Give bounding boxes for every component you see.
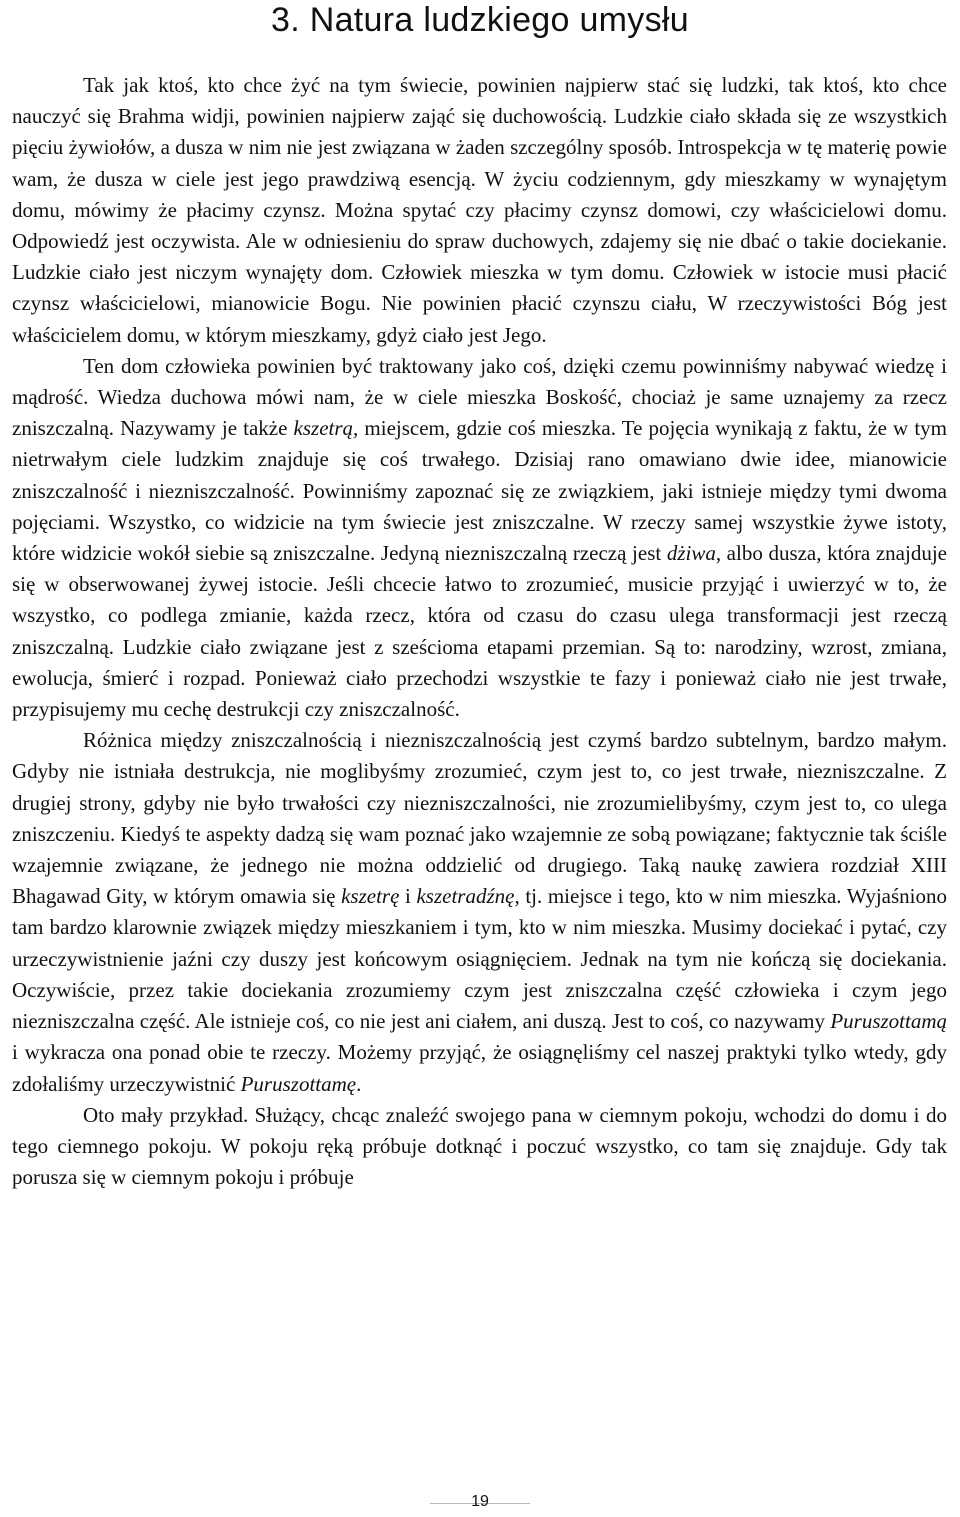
italic-term: dżiwa [666,541,716,566]
italic-term: kszetrę [341,884,400,909]
paragraph [12,70,947,351]
italic-term: Puruszottamą [830,1009,947,1034]
paragraph [12,1100,947,1194]
text-run: , albo dusza, która znajduje się w obserwowanej żywej istocie. Jeśli chcecie łatwo to zrozumieć, musicie przyjąć i uwierzyć w to, że wszystko, co podlega zmianie, każda rzecz, która od czasu do czasu ulega transformacji jest rzeczą zniszczalną. Ludzkie ciało związane jest z sześcioma etapami przemian. Są to: narodziny, wzrost, zmiana, ewolucja, śmierć i rozpad. Ponieważ ciało przechodzi wszystkie te fazy i ponieważ ciało nie jest trwałe, przypisujemy mu cechę destrukcji czy zniszczalność. [12,541,947,722]
chapter-title: 3. Natura ludzkiego umysłu [271,1,689,39]
italic-term: Puruszottamę [240,1071,357,1096]
italic-term: kszetradźnę [416,884,515,909]
body-text [12,70,947,1193]
text-run: , tj. miejsce i tego, kto w nim mieszka. Wyjaśniono tam bardzo klarownie związek między mieszkaniem i tym, kto w nim mieszka. Musimy dociekać i pytać, czy urzeczywistnienie jaźni czy duszy jest końcowym osiągnięciem. Jednak na tym nie kończą się dociekania. Oczywiście, przez takie dociekania zrozumiemy czym jest zniszczalna część człowieka i czym jego niezniszczalna część. Ale istnieje coś, co nie jest ani ciałem, ani duszą. Jest to coś, co nazywamy [12,884,947,1034]
text-run: Oto mały przykład. Służący, chcąc znaleźć swojego pana w ciemnym pokoju, wchodzi do domu i do tego ciemnego pokoju. W pokoju ręką próbuje dotknąć i poczuć wszystko, co tam się znajduje. Gdy tak porusza się w ciemnym pokoju i próbuje [12,1102,947,1190]
paragraph [12,725,947,1099]
page-number: 19 [471,1493,489,1510]
text-run: i [399,884,417,909]
italic-term: kszetrą [293,416,354,441]
text-run: , miejscem, gdzie coś mieszka. Te pojęcia wynikają z faktu, że w tym nietrwałym ciele ludzkim znajduje się coś trwałego. Dzisiaj rano omawiano dwie idee, mianowicie zniszczalność i niezniszczalność. Powinniśmy zapoznać się ze związkiem, jaki istnieje między tymi dwoma pojęciami. Wszystko, co widzicie na tym świecie jest zniszczalne. W rzeczy samej wszystkie żywe istoty, które widzicie wokół siebie są zniszczalne. Jedyną niezniszczalną rzeczą jest [12,416,947,566]
text-run: i wykracza ona ponad obie te rzeczy. Możemy przyjąć, że osiągnęliśmy cel naszej praktyki tylko wtedy, gdy zdołaliśmy urzeczywistnić [12,1040,947,1096]
paragraph [12,351,947,725]
text-run: Różnica między zniszczalnością i niezniszczalnością jest czymś bardzo subtelnym, bardzo małym. Gdyby nie istniała destrukcja, nie moglibyśmy zrozumieć, czym jest to, co jest trwałe, niezniszczalne. Z drugiej strony, gdyby nie było trwałości czy niezniszczalności, nie zrozumielibyśmy, czym jest to, co ulega zniszczeniu. Kiedyś te aspekty dadzą się wam poznać jako wzajemnie ze sobą powiązane; faktycznie tak ściśle wzajemnie związane, że jednego nie można oddzielić od drugiego. Taką naukę zawiera rozdział XIII Bhagawad Gity, w którym omawia się [12,728,947,909]
text-run: Ten dom człowieka powinien być traktowany jako coś, dzięki czemu powinniśmy nabywać wiedzę i mądrość. Wiedza duchowa mówi nam, że w ciele mieszka Boskość, chociaż je same uznajemy za rzecz zniszczalną. Nazywamy je także [12,353,947,441]
text-run: Tak jak ktoś, kto chce żyć na tym świecie, powinien najpierw stać się ludzki, tak ktoś, kto chce nauczyć się Brahma widji, powinien najpierw zająć się duchowością. Ludzkie ciało składa się ze wszystkich pięciu żywiołów, a dusza w nim nie jest związana w żaden szczególny sposób. Introspekcja w tę materię powie wam, że dusza w ciele jest jego prawdziwą esencją. W życiu codziennym, gdy mieszkamy w wynajętym domu, mówimy że płacimy czynsz. Można spytać czy płacimy czynsz domowi, czy właścicielowi domu. Odpowiedź jest oczywista. Ale w odniesieniu do spraw duchowych, zdajemy się nie dbać o takie dociekanie. Ludzkie ciało jest niczym wynajęty dom. Człowiek mieszka w tym domu. Człowiek w istocie musi płacić czynsz właścicielowi, mianowicie Bogu. Nie powinien płacić czynszu ciału, W rzeczywistości Bóg jest właścicielem domu, w którym mieszkamy, gdyż ciało jest Jego. [12,73,947,347]
text-run: . [356,1071,362,1096]
